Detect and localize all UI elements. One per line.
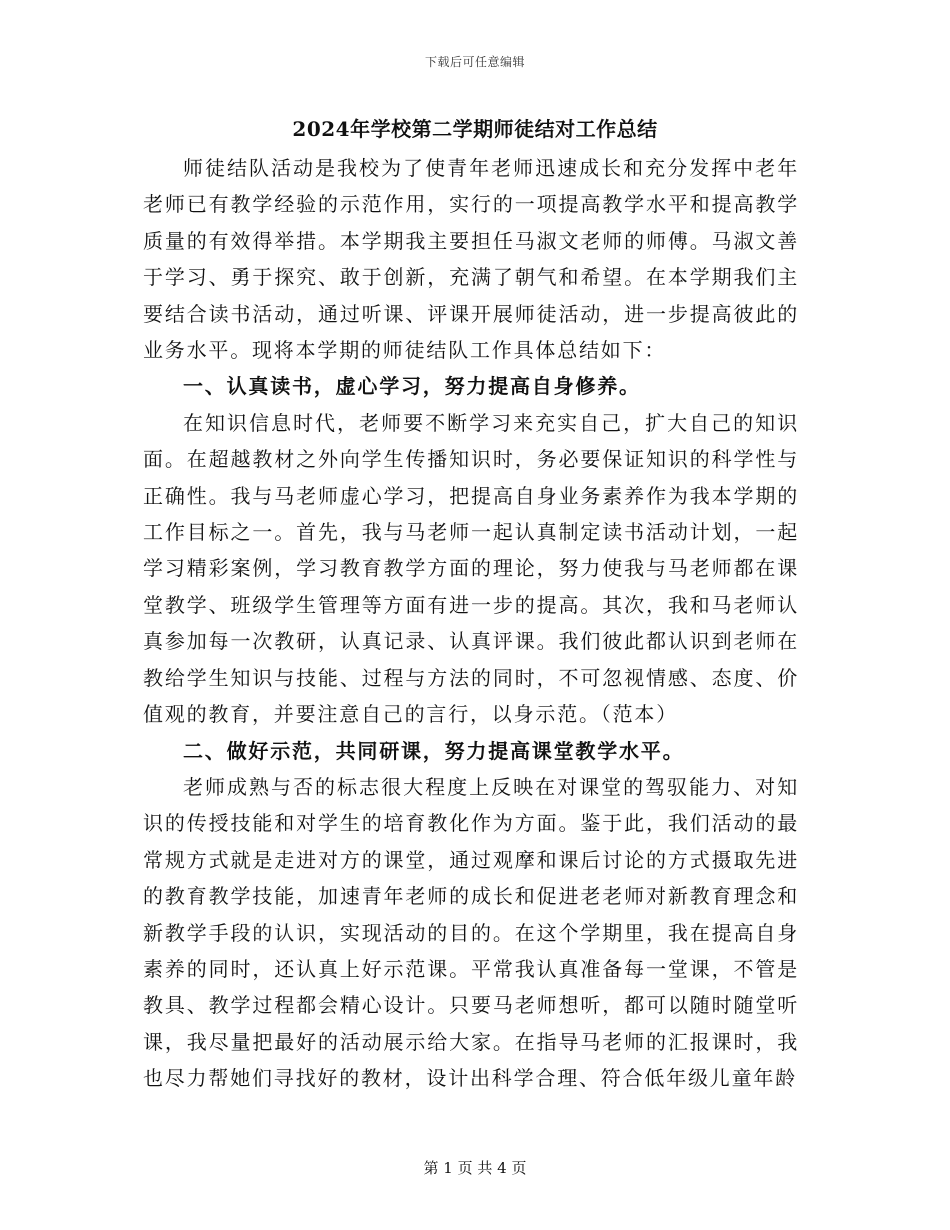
section-heading-2: 二、做好示范，共同研课，努力提高课堂教学水平。 bbox=[183, 738, 685, 763]
document-body bbox=[143, 150, 799, 1097]
section-body-2: 老师成熟与否的标志很大程度上反映在对课堂的驾驭能力、对知识的传授技能和对学生的培育教化作为方面。鉴于此，我们活动的最常规方式就是走进对方的课堂，通过观摩和课后讨论的方式摄取先进的教育教学技能，加速青年老师的成长和促进老老师对新教育理念和新教学手段的认识，实现活动的目的。在这个学期里，我在提高自身素养的同时，还认真上好示范课。平常我认真准备每一堂课，不管是教具、教学过程都会精心设计。只要马老师想听，都可以随时随堂听课，我尽量把最好的活动展示给大家。在指导马老师的汇报课时，我也尽力帮她们寻找好的教材，设计出科学合理、符合低年级儿童年龄 bbox=[143, 774, 799, 1091]
document-title: 2024年学校第二学期师徒结对工作总结 bbox=[292, 117, 658, 141]
header-note: 下载后可任意编辑 bbox=[424, 55, 525, 69]
section-body-1: 在知识信息时代，老师要不断学习来充实自己，扩大自己的知识面。在超越教材之外向学生传播知识时，务必要保证知识的科学性与正确性。我与马老师虚心学习，把提高自身业务素养作为我本学期的工作目标之一。首先，我与马老师一起认真制定读书活动计划，一起学习精彩案例，学习教育教学方面的理论，努力使我与马老师都在课堂教学、班级学生管理等方面有进一步的提高。其次，我和马老师认真参加每一次教研，认真记录、认真评课。我们彼此都认识到老师在教给学生知识与技能、过程与方法的同时，不可忽视情感、态度、价值观的教育，并要注意自己的言行，以身示范。（范本） bbox=[143, 410, 799, 727]
section-heading-1: 一、认真读书，虚心学习，努力提高自身修养。 bbox=[183, 374, 641, 399]
page-number: 第 1 页 共 4 页 bbox=[423, 1159, 527, 1177]
intro-paragraph: 师徒结队活动是我校为了使青年老师迅速成长和充分发挥中老年老师已有教学经验的示范作用，实行的一项提高教学水平和提高教学质量的有效得举措。本学期我主要担任马淑文老师的师傅。马淑文善于学习、勇于探究、敢于创新，充满了朝气和希望。在本学期我们主要结合读书活动，通过听课、评课开展师徒活动，进一步提高彼此的业务水平。现将本学期的师徒结队工作具体总结如下： bbox=[143, 156, 799, 363]
